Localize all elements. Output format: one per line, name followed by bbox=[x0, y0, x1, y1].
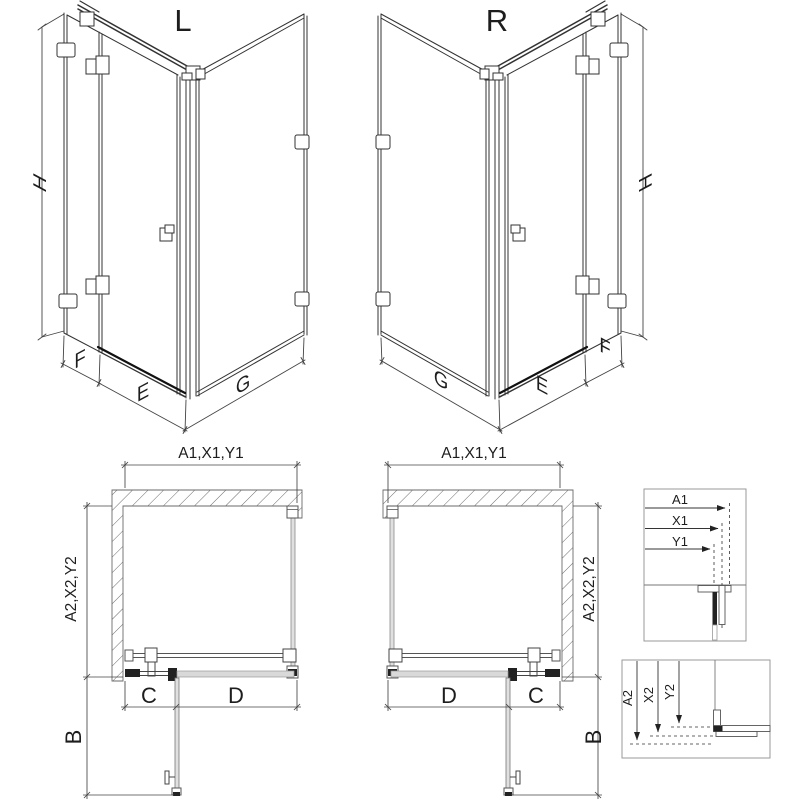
detail-y1-label: Y1 bbox=[672, 534, 688, 549]
dim-g-left: G bbox=[235, 369, 251, 400]
dim-g-right: G bbox=[433, 365, 449, 396]
labels bbox=[30, 3, 688, 744]
dim-f-right: F bbox=[599, 332, 611, 363]
plan-depth-dim-right: A2,X2,Y2 bbox=[581, 556, 598, 622]
detail-box-depth bbox=[622, 660, 770, 758]
dim-h-left: H bbox=[30, 169, 51, 196]
detail-y2-label: Y2 bbox=[662, 684, 677, 700]
plan-width-dim-right: A1,X1,Y1 bbox=[441, 445, 507, 462]
detail-x2-label: X2 bbox=[641, 687, 656, 703]
dim-c-right: C bbox=[528, 683, 544, 708]
dim-h-right: H bbox=[634, 169, 655, 196]
wall-hatch-left-plan bbox=[112, 490, 302, 681]
dim-b-right: B bbox=[581, 729, 606, 745]
plan-width-dim-left: A1,X1,Y1 bbox=[178, 445, 244, 462]
enclosure-3d-right bbox=[376, 1, 647, 434]
dim-c-left: C bbox=[141, 683, 157, 708]
detail-a1-label: A1 bbox=[672, 492, 688, 507]
dim-f-left: F bbox=[74, 344, 86, 375]
dim-e-right: E bbox=[535, 370, 549, 401]
variant-left-label: L bbox=[174, 3, 192, 38]
detail-box-width bbox=[644, 489, 746, 641]
plan-depth-dim-left: A2,X2,Y2 bbox=[63, 556, 80, 622]
detail-x1-label: X1 bbox=[672, 513, 688, 528]
wall-hatch-right-plan bbox=[383, 490, 573, 681]
dim-b-left: B bbox=[61, 729, 86, 745]
dim-d-right: D bbox=[441, 683, 457, 708]
detail-a2-label: A2 bbox=[620, 690, 635, 706]
dim-d-left: D bbox=[228, 683, 244, 708]
dim-e-left: E bbox=[136, 377, 150, 408]
variant-right-label: R bbox=[485, 3, 509, 38]
